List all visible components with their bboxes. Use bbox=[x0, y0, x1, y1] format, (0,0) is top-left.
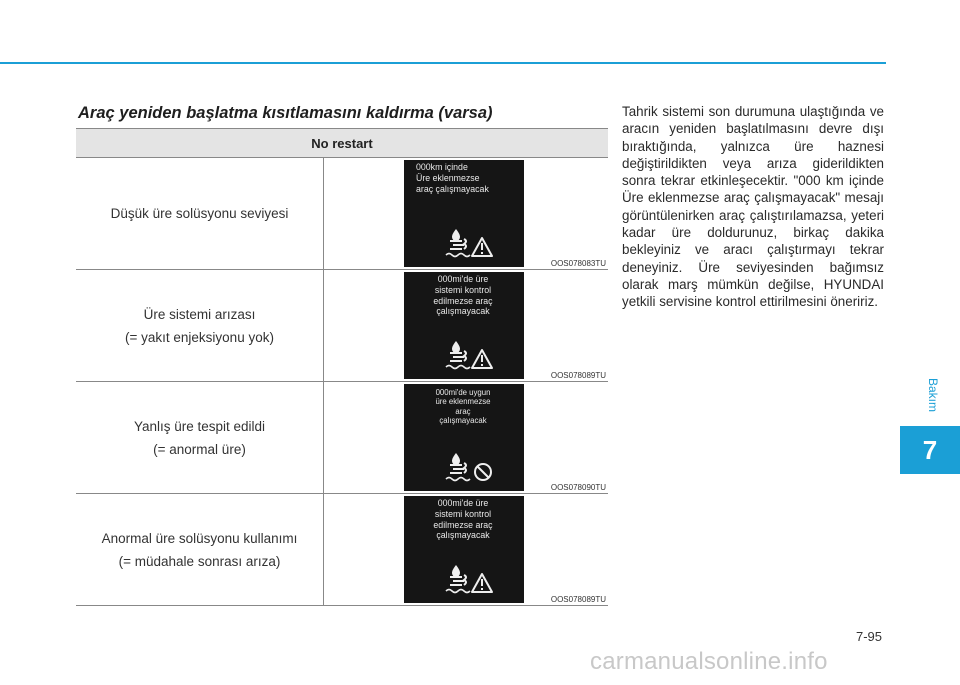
table-header: No restart bbox=[76, 129, 608, 158]
display-line: edilmezse araç bbox=[433, 295, 493, 306]
display-line: çalışmayacak bbox=[436, 306, 490, 317]
display-line: edilmezse araç bbox=[433, 519, 493, 530]
table-row bbox=[76, 494, 608, 606]
display-line: araç bbox=[455, 406, 471, 416]
condition-line: (= müdahale sonrası arıza) bbox=[118, 553, 281, 569]
chapter-tab[interactable]: 7 bbox=[900, 426, 960, 474]
watermark: carmanualsonline.info bbox=[590, 648, 828, 675]
cluster-display bbox=[404, 272, 524, 379]
condition-line: Anormal üre solüsyonu kullanımı bbox=[101, 530, 298, 546]
table-row bbox=[76, 382, 608, 494]
condition-line: (= yakıt enjeksiyonu yok) bbox=[125, 329, 274, 345]
chapter-label: Bakım bbox=[926, 377, 941, 413]
figure-code: OOS078090TU bbox=[550, 483, 606, 492]
condition-cell bbox=[76, 158, 324, 270]
body-paragraph: Tahrik sistemi son durumuna ulaştığında ve aracın yeniden başlatılmasını devre dışı bıraktığında, yalnızca üre haznesi değiştirildikten veya arıza giderildikten sonra tekrar etkinleşecektir. "000 km içinde Üre eklenmezse araç çalışmayacak" mesajı görüntülenirken araç çalıştırılamazsa, yeteri kadar üre doldurunuz, birkaç dakika bekleyiniz ve aracı çalıştırmayı tekrar deneyiniz. Üre seviyesinden bağımsız olarak marş mümkün değilse, HYUNDAI yetkili servisine kontrol ettirilmesini öneririz. bbox=[622, 104, 884, 310]
urea-prohibited-icon bbox=[444, 450, 496, 484]
figure-code: OOS078089TU bbox=[550, 595, 606, 604]
display-figure-cell bbox=[324, 382, 609, 494]
cluster-display bbox=[404, 384, 524, 491]
condition-cell bbox=[76, 382, 324, 494]
table-row bbox=[76, 158, 608, 270]
urea-warning-triangle-icon bbox=[444, 338, 496, 372]
urea-warning-triangle-icon bbox=[444, 226, 496, 260]
warning-table bbox=[76, 128, 608, 606]
display-line: Üre eklenmezse bbox=[416, 172, 480, 183]
display-figure-cell bbox=[324, 270, 609, 382]
display-line: sistemi kontrol bbox=[434, 508, 492, 519]
display-line: sistemi kontrol bbox=[434, 284, 492, 295]
display-message bbox=[410, 498, 516, 541]
display-message bbox=[410, 388, 516, 425]
display-line: 000mi'de üre bbox=[437, 274, 489, 284]
cluster-display bbox=[404, 160, 524, 267]
display-figure-cell bbox=[324, 158, 609, 270]
cluster-display bbox=[404, 496, 524, 603]
display-message bbox=[410, 274, 516, 317]
display-line: üre eklenmezse bbox=[435, 397, 491, 407]
display-message bbox=[416, 162, 520, 194]
urea-warning-triangle-icon bbox=[444, 562, 496, 596]
condition-cell bbox=[76, 270, 324, 382]
display-line: 000mi'de üre bbox=[437, 498, 489, 508]
display-line: araç çalışmayacak bbox=[416, 183, 489, 194]
condition-line: Düşük üre solüsyonu seviyesi bbox=[110, 206, 289, 221]
display-line: 000km içinde bbox=[416, 162, 468, 172]
condition-cell bbox=[76, 494, 324, 606]
section-title: Araç yeniden başlatma kısıtlamasını kaldırma (varsa) bbox=[78, 104, 493, 122]
condition-line: Üre sistemi arızası bbox=[143, 306, 256, 322]
display-line: çalışmayacak bbox=[436, 530, 490, 541]
display-figure-cell bbox=[324, 494, 609, 606]
figure-code: OOS078089TU bbox=[550, 371, 606, 380]
table-row bbox=[76, 270, 608, 382]
display-line: çalışmayacak bbox=[439, 415, 487, 425]
top-rule bbox=[0, 62, 886, 64]
display-line: 000mi'de uygun bbox=[435, 388, 491, 397]
page-number: 7-95 bbox=[856, 629, 883, 644]
condition-line: (= anormal üre) bbox=[153, 441, 246, 457]
figure-code: OOS078083TU bbox=[550, 259, 606, 268]
condition-line: Yanlış üre tespit edildi bbox=[133, 418, 266, 434]
